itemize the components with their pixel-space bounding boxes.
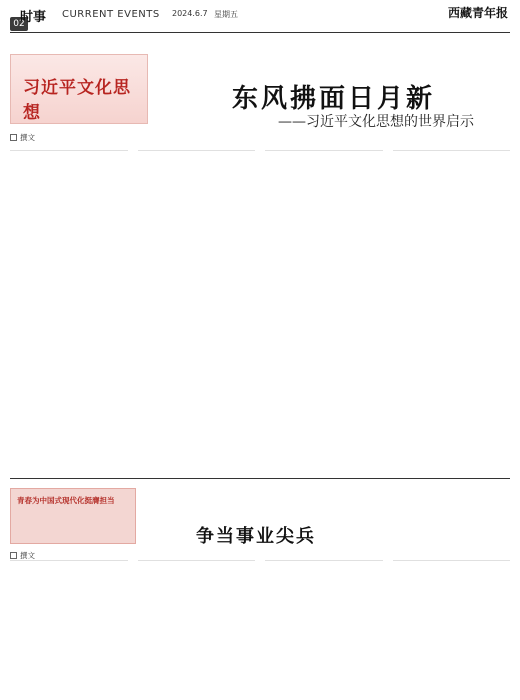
masthead: 西藏青年报	[447, 6, 508, 20]
article-headline: 争当事业尖兵	[196, 526, 316, 547]
issue-date: 2024.6.7	[172, 9, 208, 18]
article-byline	[10, 132, 35, 143]
byline-label: 撰文	[20, 551, 35, 560]
section-title-en: CURRENT EVENTS	[62, 9, 160, 20]
article-body	[10, 150, 510, 470]
series-title: 青春为中国式现代化挺膺担当	[17, 496, 115, 505]
byline-label: 撰文	[20, 133, 35, 142]
series-banner	[10, 488, 136, 544]
page-number: 02	[10, 17, 28, 31]
section-title: 时事	[20, 10, 47, 25]
text-column	[10, 150, 128, 470]
text-column	[10, 560, 128, 694]
illustration-title: 习近平文化思想	[23, 78, 131, 123]
issue-weekday: 星期五	[214, 10, 238, 19]
article-body	[10, 560, 510, 694]
header-rule	[10, 32, 510, 33]
text-column	[138, 560, 256, 694]
section-divider	[10, 478, 510, 479]
byline-marker-icon	[10, 552, 17, 559]
byline-marker-icon	[10, 134, 17, 141]
article-subhead: ——习近平文化思想的世界启示	[278, 114, 474, 130]
article-headline: 东风拂面日月新	[232, 84, 436, 114]
text-column	[393, 560, 511, 694]
article-illustration	[10, 54, 148, 124]
page-header	[0, 0, 520, 34]
text-column	[138, 150, 256, 470]
text-column	[265, 560, 383, 694]
text-column	[265, 150, 383, 470]
text-column	[393, 150, 511, 470]
